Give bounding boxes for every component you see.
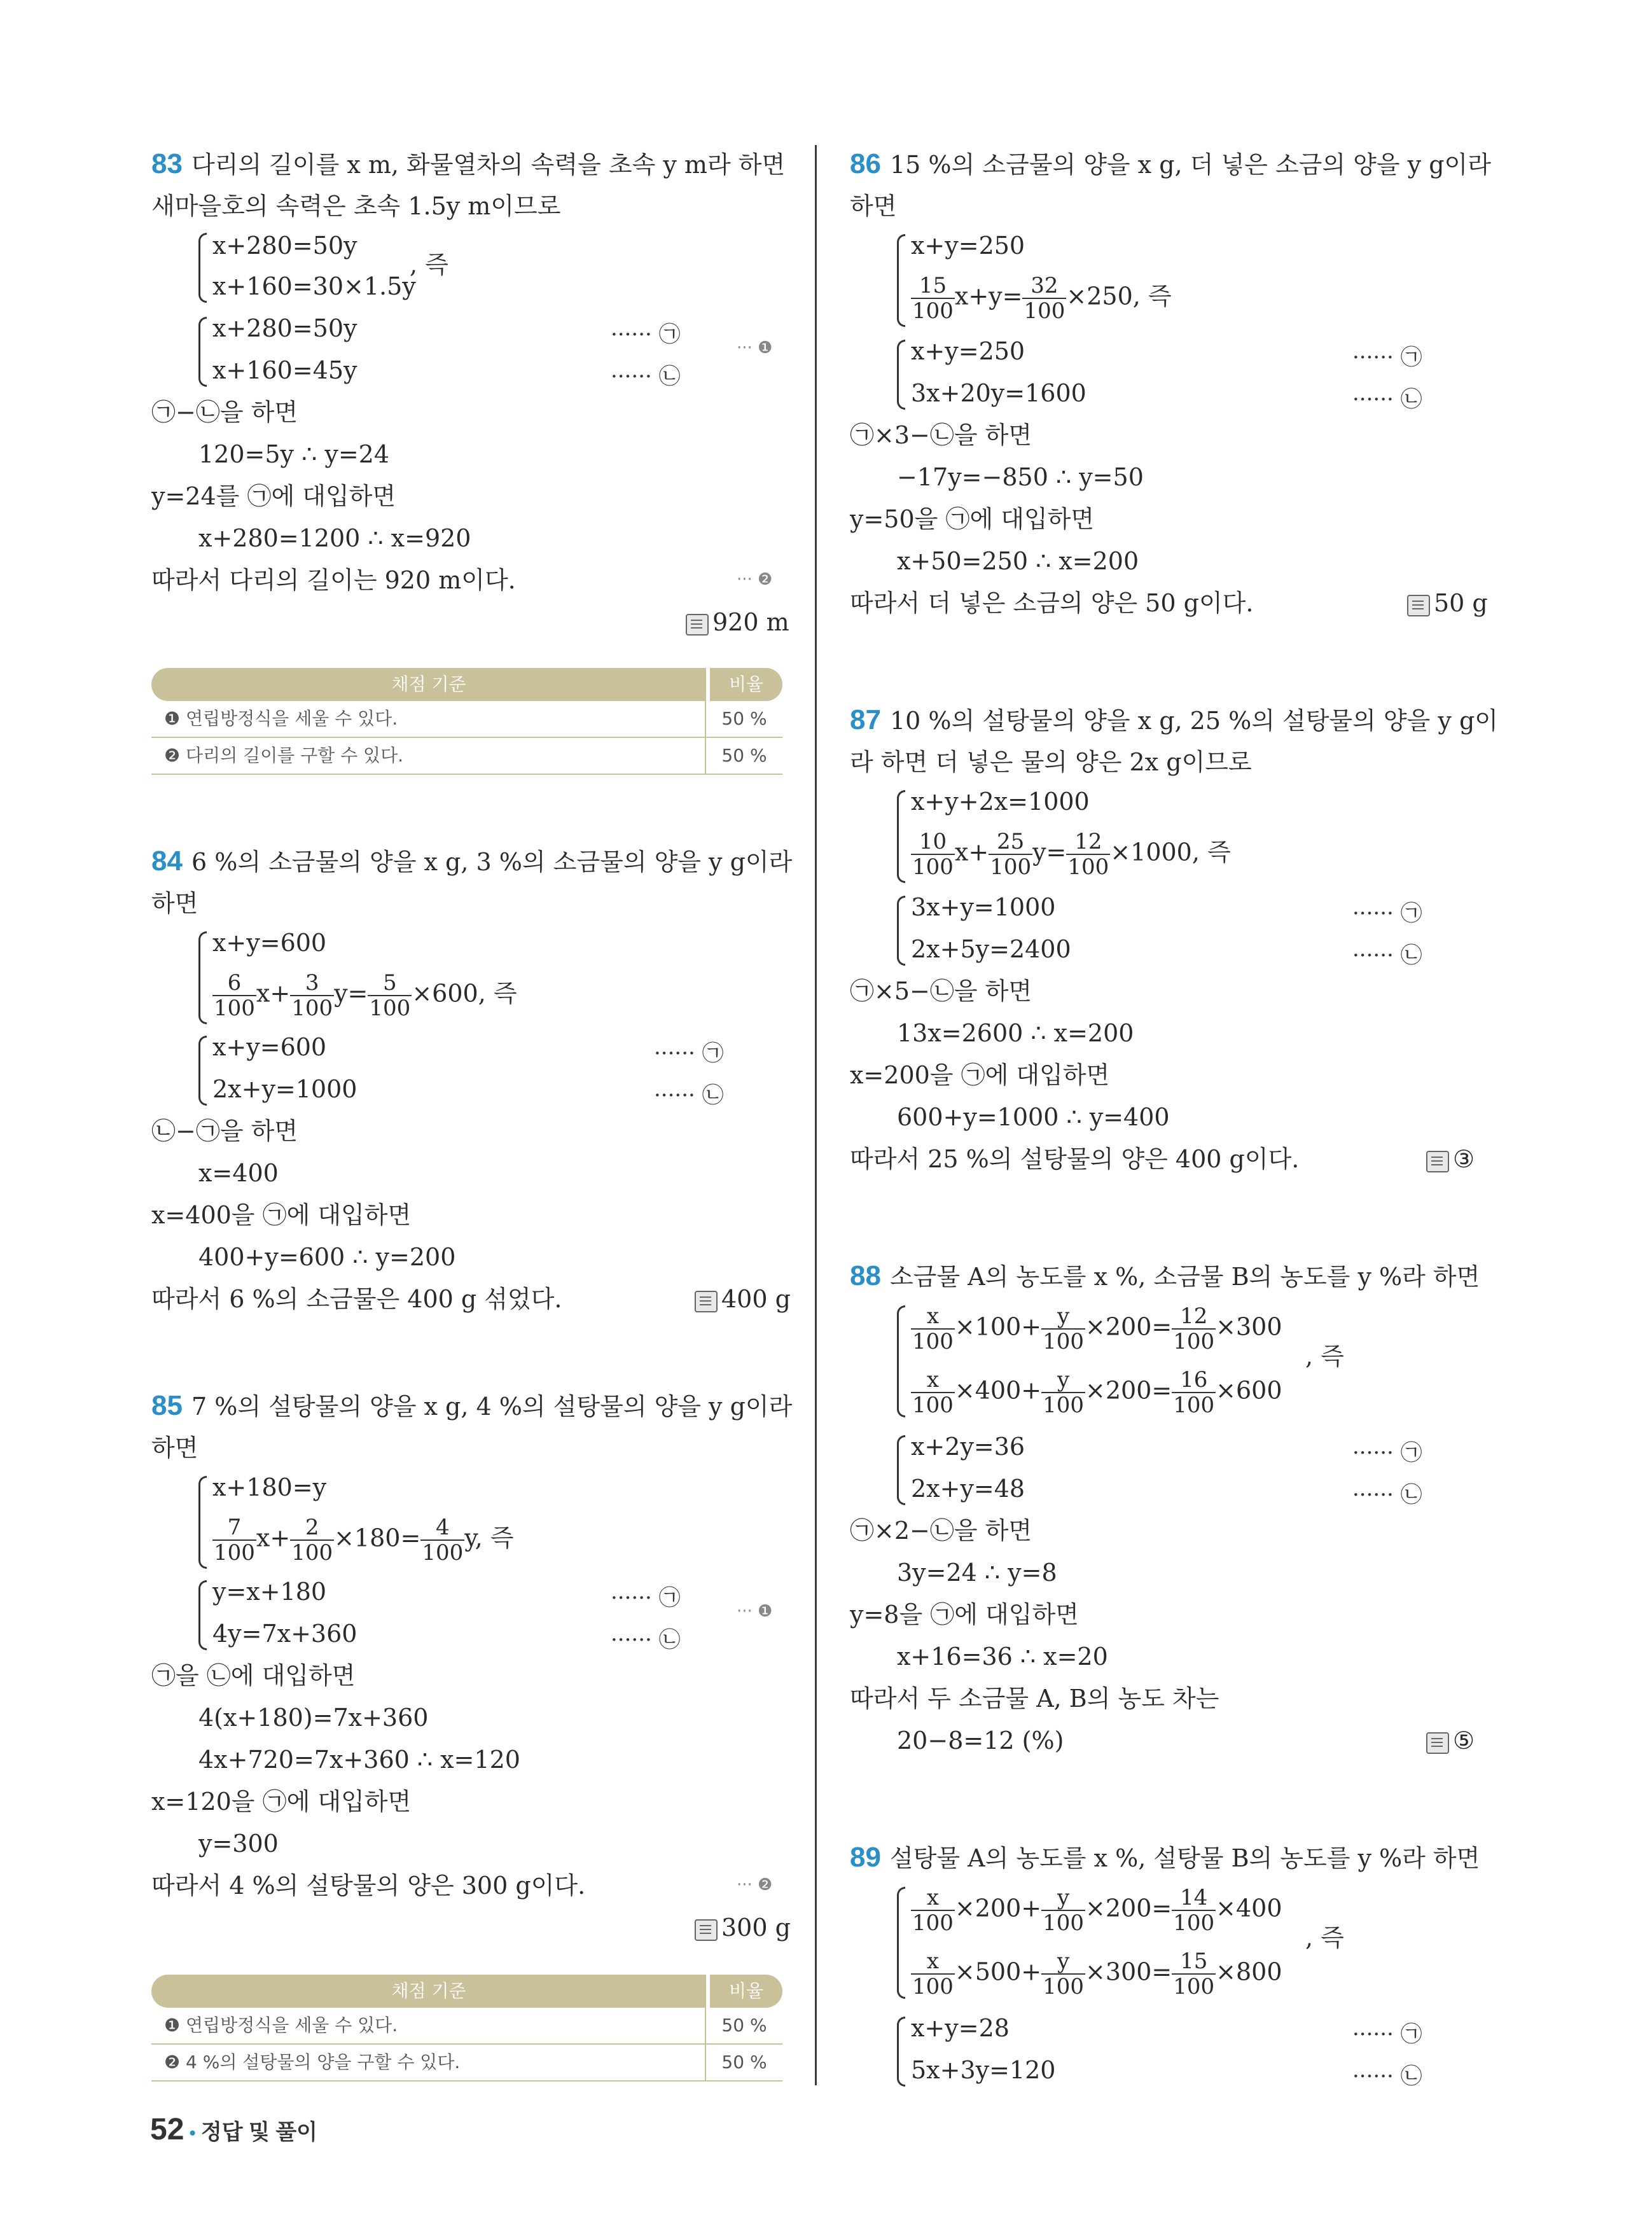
- problem-85-line-2: 하면: [151, 1434, 198, 1462]
- column-divider: [815, 145, 817, 2085]
- problem-87-line-4: 13x=2600 ∴ x=200: [897, 1019, 1134, 1047]
- equation-marker: ······ ㉡: [1352, 387, 1422, 412]
- problem-84-line-1: 84 6 %의 소금물의 양을 x g, 3 %의 소금물의 양을 y g이라: [151, 845, 793, 877]
- step-marker: ··· ❷: [737, 570, 773, 589]
- equation: x+160=30×1.5y: [212, 272, 416, 300]
- problem-87-line-1: 87 10 %의 설탕물의 양을 x g, 25 %의 설탕물의 양을 y g이: [850, 704, 1498, 735]
- problem-86-line-7: 따라서 더 넣은 소금의 양은 50 g이다.: [850, 589, 1254, 617]
- equation-marker: ······ ㉠: [611, 322, 681, 347]
- problem-88-line-8: 20−8=12 (%): [897, 1727, 1064, 1755]
- equation-marker: ······ ㉡: [654, 1083, 724, 1108]
- problem-88-line-7: 따라서 두 소금물 A, B의 농도 차는: [850, 1685, 1219, 1713]
- problem-88-number: 88: [850, 1260, 881, 1291]
- answer-icon: [695, 1291, 718, 1312]
- brace: [897, 896, 905, 966]
- table-header: 채점 기준 비율: [151, 668, 782, 701]
- equation: x+y=600: [212, 1033, 327, 1061]
- problem-84-line-2: 하면: [151, 889, 198, 917]
- equation-marker: ······ ㉡: [1352, 943, 1422, 968]
- equation-fraction-line: $\frac{x}{100}$ ×100+ $\frac{y}{100}$ ×200= $\frac{12}{100}$ ×300: [912, 1303, 1282, 1354]
- table-header: 채점 기준 비율: [151, 1975, 782, 2008]
- equation: x+y=250: [911, 232, 1025, 260]
- answer-icon: [1426, 1151, 1449, 1172]
- problem-83-number: 83: [151, 148, 183, 179]
- equation-marker: ······ ㉠: [654, 1041, 724, 1066]
- answer: 920 m: [686, 608, 789, 636]
- equation: x+y=600: [212, 929, 327, 957]
- equation-suffix: , 즉: [1305, 1924, 1344, 1952]
- equation-marker: ······ ㉡: [1352, 2064, 1422, 2089]
- equation-marker: ······ ㉠: [1352, 2022, 1422, 2047]
- equation-fraction-line: $\frac{x}{100}$ ×400+ $\frac{y}{100}$ ×200= $\frac{16}{100}$ ×600: [912, 1367, 1282, 1418]
- problem-83-line-1: 83 다리의 길이를 x m, 화물열차의 속력을 초속 y m라 하면: [151, 148, 786, 179]
- grading-table-85: [151, 1975, 782, 2082]
- answer-icon: [1426, 1732, 1449, 1754]
- problem-85-number: 85: [151, 1390, 183, 1421]
- equation: 3x+20y=1600: [911, 379, 1086, 407]
- problem-86-line-6: x+50=250 ∴ x=200: [897, 547, 1139, 575]
- equation-marker: ······ ㉠: [1352, 345, 1422, 370]
- problem-88-line-4: 3y=24 ∴ y=8: [897, 1559, 1057, 1587]
- equation-suffix: , 즉: [410, 251, 448, 279]
- answer: ③: [1426, 1145, 1475, 1173]
- equation-marker: ······ ㉡: [611, 1627, 681, 1653]
- equation: x+280=50y: [212, 232, 357, 260]
- answer-icon: [686, 614, 709, 636]
- answer: 300 g: [695, 1914, 791, 1942]
- brace: [897, 1305, 905, 1417]
- problem-85-line-3: ㉠을 ㉡에 대입하면: [151, 1662, 356, 1690]
- equation: y=x+180: [212, 1578, 327, 1606]
- equation: 2x+y=1000: [212, 1075, 357, 1103]
- equation: x+y+2x=1000: [911, 788, 1090, 816]
- equation: 3x+y=1000: [911, 893, 1056, 921]
- equation-marker: ······ ㉡: [611, 364, 681, 389]
- equation-fraction-line: $\frac{15}{100}$ x+y= $\frac{32}{100}$ ×250, 즉: [912, 273, 1172, 324]
- problem-83-line-3: ㉠−㉡을 하면: [151, 398, 298, 426]
- equation-fraction-line: $\frac{6}{100}$ x+ $\frac{3}{100}$ y= $\frac{5}{100}$ ×600, 즉: [214, 970, 517, 1021]
- problem-84-number: 84: [151, 845, 183, 877]
- problem-83-line-6: x+280=1200 ∴ x=920: [198, 524, 471, 552]
- problem-88-line-6: x+16=36 ∴ x=20: [897, 1643, 1108, 1671]
- problem-89-line-1: 89 설탕물 A의 농도를 x %, 설탕물 B의 농도를 y %라 하면: [850, 1842, 1480, 1873]
- problem-84-line-6: 400+y=600 ∴ y=200: [198, 1243, 456, 1271]
- footer-bullet: •: [189, 2123, 196, 2144]
- problem-87-line-2: 라 하면 더 넣은 물의 양은 2x g이므로: [850, 748, 1252, 776]
- equation: 2x+y=48: [911, 1475, 1025, 1503]
- equation: x+y=250: [911, 337, 1025, 365]
- equation: x+y=28: [911, 2014, 1010, 2042]
- brace: [897, 234, 905, 327]
- answer: 50 g: [1407, 589, 1488, 617]
- page-number: 52: [150, 2113, 184, 2146]
- problem-86-line-4: −17y=−850 ∴ y=50: [897, 463, 1144, 491]
- problem-84-line-4: x=400: [198, 1159, 279, 1187]
- problem-87-line-3: ㉠×5−㉡을 하면: [850, 977, 1032, 1005]
- problem-84-line-5: x=400을 ㉠에 대입하면: [151, 1201, 412, 1229]
- problem-88-line-3: ㉠×2−㉡을 하면: [850, 1517, 1032, 1545]
- problem-88-line-5: y=8을 ㉠에 대입하면: [850, 1601, 1079, 1629]
- step-marker: ··· ❶: [737, 1602, 773, 1621]
- problem-83-line-2: 새마을호의 속력은 초속 1.5y m이므로: [151, 192, 561, 220]
- problem-84-line-3: ㉡−㉠을 하면: [151, 1117, 298, 1145]
- problem-87-line-5: x=200을 ㉠에 대입하면: [850, 1061, 1110, 1089]
- equation: x+2y=36: [911, 1433, 1025, 1461]
- problem-87-number: 87: [850, 704, 881, 735]
- problem-86-line-3: ㉠×3−㉡을 하면: [850, 421, 1032, 449]
- problem-85-line-5: 4x+720=7x+360 ∴ x=120: [198, 1746, 520, 1774]
- problem-85-line-7: y=300: [198, 1830, 279, 1858]
- equation-marker: ······ ㉠: [611, 1585, 681, 1611]
- problem-86-line-2: 하면: [850, 192, 897, 220]
- answer-icon: [695, 1919, 718, 1941]
- step-marker: ··· ❷: [737, 1875, 773, 1894]
- answer: 400 g: [695, 1285, 791, 1313]
- problem-84-line-7: 따라서 6 %의 소금물은 400 g 섞었다.: [151, 1285, 562, 1313]
- problem-86-number: 86: [850, 148, 881, 179]
- equation: 4y=7x+360: [212, 1620, 357, 1648]
- equation: x+160=45y: [212, 356, 357, 384]
- table-row: ❶ 연립방정식을 세울 수 있다. 50 %: [151, 2008, 782, 2045]
- grading-table-83: [151, 668, 782, 775]
- step-marker: ··· ❶: [737, 338, 773, 358]
- equation: 5x+3y=120: [911, 2056, 1056, 2084]
- table-row: ❷ 4 %의 설탕물의 양을 구할 수 있다. 50 %: [151, 2045, 782, 2082]
- answer: ⑤: [1426, 1727, 1475, 1755]
- problem-88-line-1: 88 소금물 A의 농도를 x %, 소금물 B의 농도를 y %라 하면: [850, 1260, 1480, 1291]
- brace: [897, 790, 905, 883]
- brace: [198, 1580, 207, 1650]
- equation: x+280=50y: [212, 314, 357, 342]
- equation-marker: ······ ㉡: [1352, 1482, 1422, 1508]
- problem-85-line-1: 85 7 %의 설탕물의 양을 x g, 4 %의 설탕물의 양을 y g이라: [151, 1390, 793, 1421]
- brace: [897, 1887, 905, 1999]
- equation-fraction-line: $\frac{7}{100}$ x+ $\frac{2}{100}$ ×180= $\frac{4}{100}$ y, 즉: [214, 1515, 514, 1566]
- problem-89-number: 89: [850, 1842, 881, 1873]
- brace: [198, 1036, 207, 1106]
- equation-marker: ······ ㉠: [1352, 1440, 1422, 1466]
- equation: x+180=y: [212, 1473, 327, 1501]
- brace: [897, 2017, 905, 2087]
- footer-label: 정답 및 풀이: [200, 2120, 318, 2144]
- problem-85-line-6: x=120을 ㉠에 대입하면: [151, 1788, 412, 1816]
- problem-83-line-7: 따라서 다리의 길이는 920 m이다.: [151, 566, 516, 594]
- page-footer: [150, 2112, 317, 2147]
- equation-marker: ······ ㉠: [1352, 901, 1422, 926]
- problem-86-line-5: y=50을 ㉠에 대입하면: [850, 505, 1095, 533]
- brace: [198, 1476, 207, 1569]
- equation-fraction-line: $\frac{10}{100}$ x+ $\frac{25}{100}$ y= $\frac{12}{100}$ ×1000, 즉: [912, 829, 1231, 880]
- problem-85-line-4: 4(x+180)=7x+360: [198, 1704, 429, 1732]
- brace: [198, 233, 207, 303]
- equation-suffix: , 즉: [1305, 1342, 1344, 1370]
- problem-87-line-7: 따라서 25 %의 설탕물의 양은 400 g이다.: [850, 1145, 1300, 1173]
- table-row: ❷ 다리의 길이를 구할 수 있다. 50 %: [151, 738, 782, 775]
- problem-83-line-5: y=24를 ㉠에 대입하면: [151, 482, 396, 510]
- brace: [198, 931, 207, 1024]
- answer-icon: [1407, 595, 1430, 616]
- brace: [897, 1435, 905, 1505]
- problem-85-line-8: 따라서 4 %의 설탕물의 양은 300 g이다.: [151, 1872, 586, 1900]
- brace: [897, 340, 905, 410]
- problem-83-line-4: 120=5y ∴ y=24: [198, 440, 390, 468]
- table-row: ❶ 연립방정식을 세울 수 있다. 50 %: [151, 701, 782, 738]
- brace: [198, 317, 207, 387]
- equation: 2x+5y=2400: [911, 935, 1071, 963]
- problem-87-line-6: 600+y=1000 ∴ y=400: [897, 1103, 1170, 1131]
- problem-86-line-1: 86 15 %의 소금물의 양을 x g, 더 넣은 소금의 양을 y g이라: [850, 148, 1491, 179]
- equation-fraction-line: $\frac{x}{100}$ ×200+ $\frac{y}{100}$ ×200= $\frac{14}{100}$ ×400: [912, 1885, 1282, 1936]
- equation-fraction-line: $\frac{x}{100}$ ×500+ $\frac{y}{100}$ ×300= $\frac{15}{100}$ ×800: [912, 1949, 1282, 1999]
